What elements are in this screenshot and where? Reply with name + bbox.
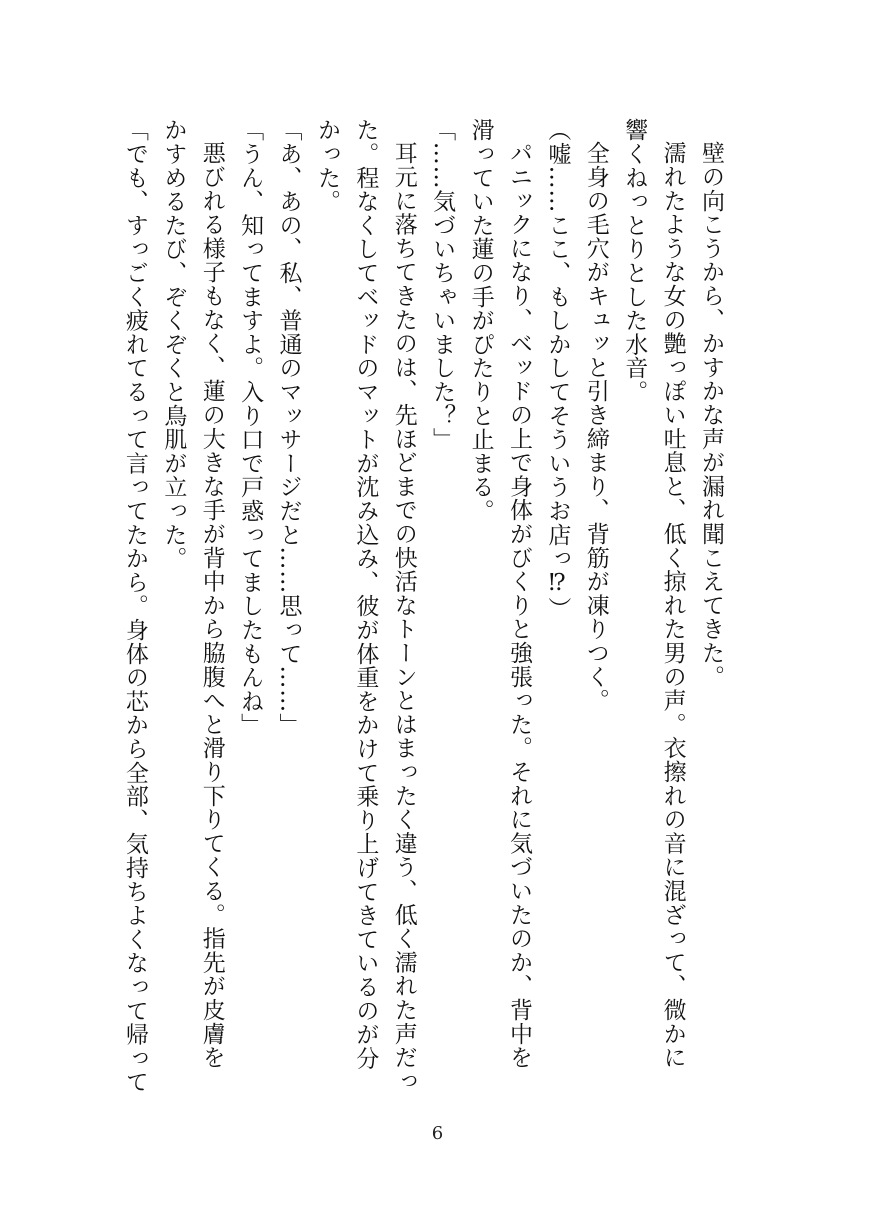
text-line: （嘘……ここ、もしかしてそういうお店っ⁉） [544,118,571,621]
text-line: 耳元に落ちてきたのは、先ほどまでの快活なトーンとはまったく違う、低く濡れた声だっ [390,141,417,1093]
text-line: 滑っていた蓮の手がぴたりと止まる。 [467,118,494,523]
page-number: 6 [431,1123,444,1144]
text-line: 悪びれる様子もなく、蓮の大きな手が背中から脇腹へと滑り下りてくる。指先が皮膚を [198,141,225,1070]
text-line: 「でも、すっごく疲れてるって言ってたから。身体の芯から全部、気持ちよくなって帰って [121,118,148,1094]
vertical-text-body [121,118,730,1103]
text-line: 「……気づいちゃいました？」 [429,118,456,452]
text-line: 壁の向こうから、かすかな声が漏れ聞こえてきた。 [698,141,724,689]
text-line: た。程なくしてベッドのマットが沈み込み、彼が体重をかけて乗り上げてきているのが分 [352,118,379,1070]
text-line: 濡れたような女の艶っぽい吐息と、低く掠れた男の声。衣擦れの音に混ざって、微かに [659,141,686,1070]
text-line: パニックになり、ベッドの上で身体がびくりと強張った。それに気づいたのか、背中を [505,141,532,1070]
text-line: 「あ、あの、私、普通のマッサージだと……思って……」 [275,118,302,737]
text-line: 「うん、知ってますよ。入り口で戸惑ってましたもんね」 [237,118,264,737]
text-line: 響くねっとりとした水音。 [621,118,648,404]
text-line: 全身の毛穴がキュッと引き締まり、背筋が凍りつく。 [582,141,609,713]
text-line: かすめるたび、ぞくぞくと鳥肌が立った。 [160,118,187,571]
text-line: かった。 [313,118,340,214]
